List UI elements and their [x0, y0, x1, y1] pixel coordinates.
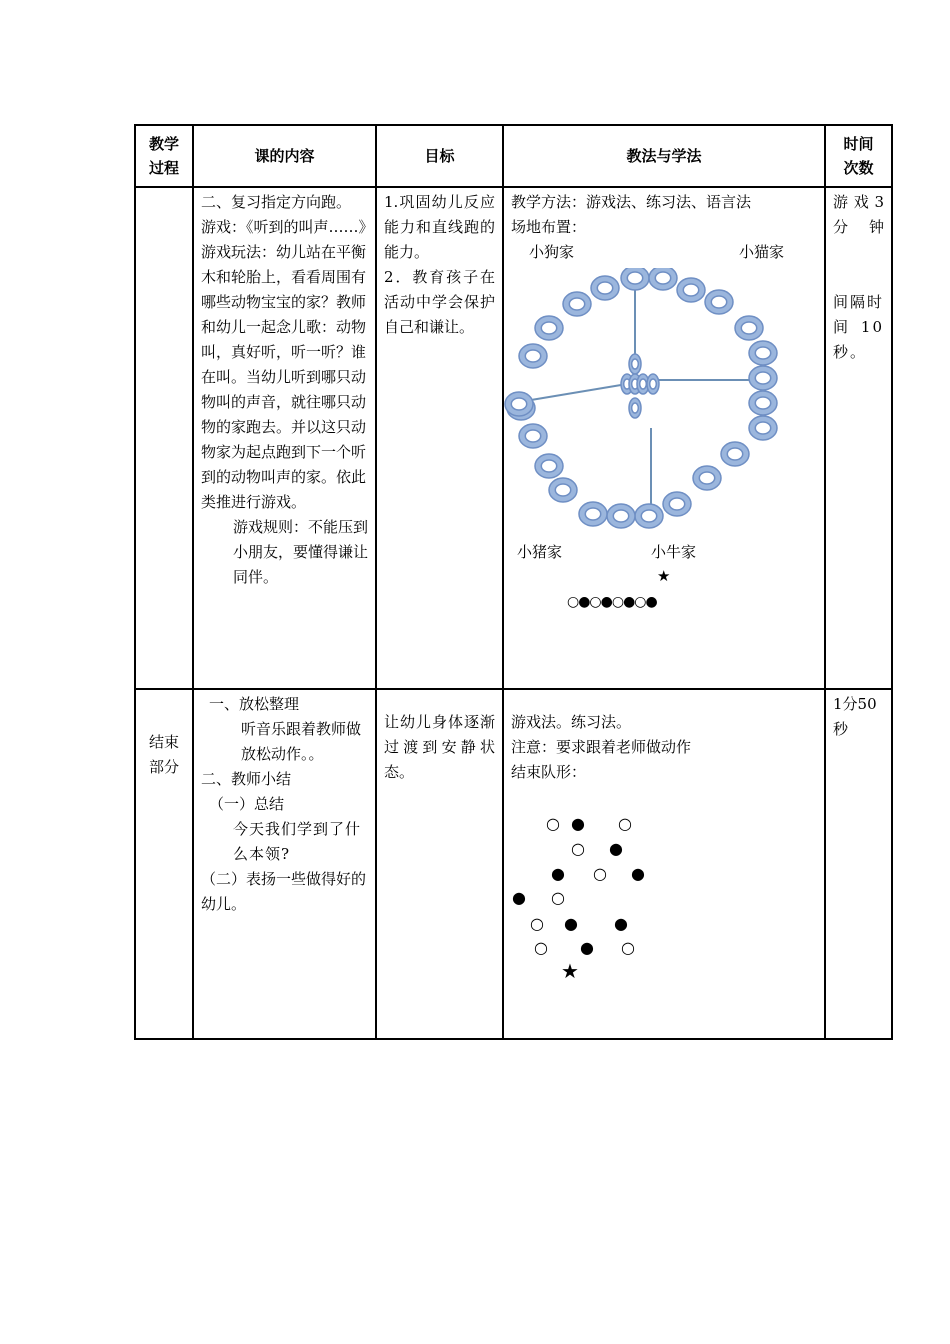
game-time: 游戏3分钟: [833, 193, 884, 236]
teacher-star: ★: [657, 567, 671, 585]
children-row: ○●○●○●○●: [567, 594, 657, 610]
tire-hole: [541, 460, 556, 472]
formation-mark: ○: [571, 839, 585, 858]
formation-mark: ○: [551, 888, 565, 907]
label-cow-home: 小牛家: [651, 543, 697, 561]
header-method: 教法与学法: [503, 125, 825, 187]
tire-hole: [597, 282, 612, 294]
tire-hole: [655, 272, 670, 284]
game-rule: 游戏规则：不能压到小朋友，要懂得谦让同伴。: [233, 518, 369, 586]
stage-cell: 结束部分: [135, 689, 193, 1039]
tire-hole: [640, 379, 647, 389]
method-line: 场地布置：: [511, 218, 587, 236]
method-cell: [503, 187, 825, 689]
formation-mark: ●: [631, 864, 645, 883]
tire-hole: [741, 322, 756, 334]
tire-hole: [555, 484, 570, 496]
formation-mark: ●: [571, 814, 585, 833]
content-cell: [193, 689, 376, 1039]
tire-hole: [650, 379, 657, 389]
formation-mark: ●: [609, 839, 623, 858]
content-line: 听音乐跟着教师做放松动作。。: [241, 720, 362, 763]
method-line: 结束队形：: [511, 763, 587, 781]
content-line: 今天我们学到了什么本领?: [233, 820, 362, 863]
line-to-pig: [525, 385, 621, 401]
header-row: [135, 125, 892, 187]
tire-hole: [632, 359, 639, 369]
tire-hole: [627, 272, 642, 284]
tire-hole: [755, 422, 770, 434]
tire-hole: [755, 347, 770, 359]
content-line: （二）表扬一些做得好的幼儿。: [201, 870, 367, 913]
tire-hole: [569, 298, 584, 310]
header-stage: 教学过程: [135, 125, 193, 187]
goal-item: 2．教育孩子在活动中学会保护自己和谦让。: [384, 268, 495, 336]
tire-hole: [683, 284, 698, 296]
tire-hole: [525, 350, 540, 362]
method-line: 注意：要求跟着老师做动作: [511, 738, 692, 756]
tire-hole: [755, 372, 770, 384]
tire-hole: [632, 403, 639, 413]
content-cell: [193, 187, 376, 689]
interval-time: 间隔时间10秒。: [833, 293, 885, 361]
ending-time: 1分50秒: [833, 695, 877, 738]
content-line: （一）总结: [209, 795, 285, 813]
tire-hole: [541, 322, 556, 334]
tire-hole: [669, 498, 684, 510]
time-cell: [825, 689, 892, 1039]
goal-item: 1.巩固幼儿反应能力和直线跑的能力。: [384, 193, 495, 261]
formation-mark: ○: [593, 864, 607, 883]
teacher-star: ★: [561, 959, 579, 983]
goal-cell: [376, 187, 503, 689]
formation-mark: ○: [534, 938, 548, 957]
formation-mark: ●: [614, 914, 628, 933]
method-line: 游戏法。练习法。: [511, 713, 632, 731]
content-line: 游戏：《听到的叫声……》: [201, 218, 374, 236]
tire-hole: [727, 448, 742, 460]
formation-mark: ●: [564, 914, 578, 933]
header-time: 时间次数: [825, 125, 892, 187]
time-cell: [825, 187, 892, 689]
formation-mark: ○: [530, 914, 544, 933]
tire-hole: [641, 510, 656, 522]
method-line: 教学方法：游戏法、练习法、语言法: [511, 193, 752, 211]
lesson-plan-table: [134, 124, 893, 1040]
formation-mark: ●: [551, 864, 565, 883]
content-line: 一、放松整理: [209, 695, 300, 713]
tire-circle-diagram: [503, 268, 803, 558]
formation-mark: ●: [512, 888, 526, 907]
tire-hole: [755, 397, 770, 409]
label-cat-home: 小猫家: [739, 243, 785, 261]
goal-item: 让幼儿身体逐渐过渡到安静状态。: [384, 713, 495, 781]
ending-formation: [511, 785, 817, 995]
header-content: 课的内容: [193, 125, 376, 187]
tire-hole: [585, 508, 600, 520]
method-cell: [503, 689, 825, 1039]
label-dog-home: 小狗家: [529, 243, 575, 261]
tire-hole: [525, 430, 540, 442]
formation-mark: ○: [621, 938, 635, 957]
tire-hole: [511, 398, 526, 410]
tire-hole: [699, 472, 714, 484]
tire-hole: [613, 510, 628, 522]
tire-hole: [711, 296, 726, 308]
label-pig-home: 小猪家: [517, 543, 563, 561]
formation-mark: ●: [580, 938, 594, 957]
row-ending: [135, 689, 892, 1039]
formation-mark: ○: [546, 814, 560, 833]
stage-cell: [135, 187, 193, 689]
formation-mark: ○: [618, 814, 632, 833]
content-line: 二、教师小结: [201, 770, 292, 788]
goal-cell: [376, 689, 503, 1039]
row-review-run: [135, 187, 892, 689]
field-layout-diagram: [511, 240, 817, 660]
content-line: 游戏玩法：幼儿站在平衡木和轮胎上，看看周围有哪些动物宝宝的家？教师和幼儿一起念儿歌：动物叫，真好听，听一听？谁在叫。当幼儿听到哪只动物叫的声音，就往哪只动物的家跑去。并以这只动物家为起点跑到下一个听到的动物叫声的家。依此类推进行游戏。: [201, 243, 367, 511]
header-goal: 目标: [376, 125, 503, 187]
content-line: 二、复习指定方向跑。: [201, 193, 352, 211]
